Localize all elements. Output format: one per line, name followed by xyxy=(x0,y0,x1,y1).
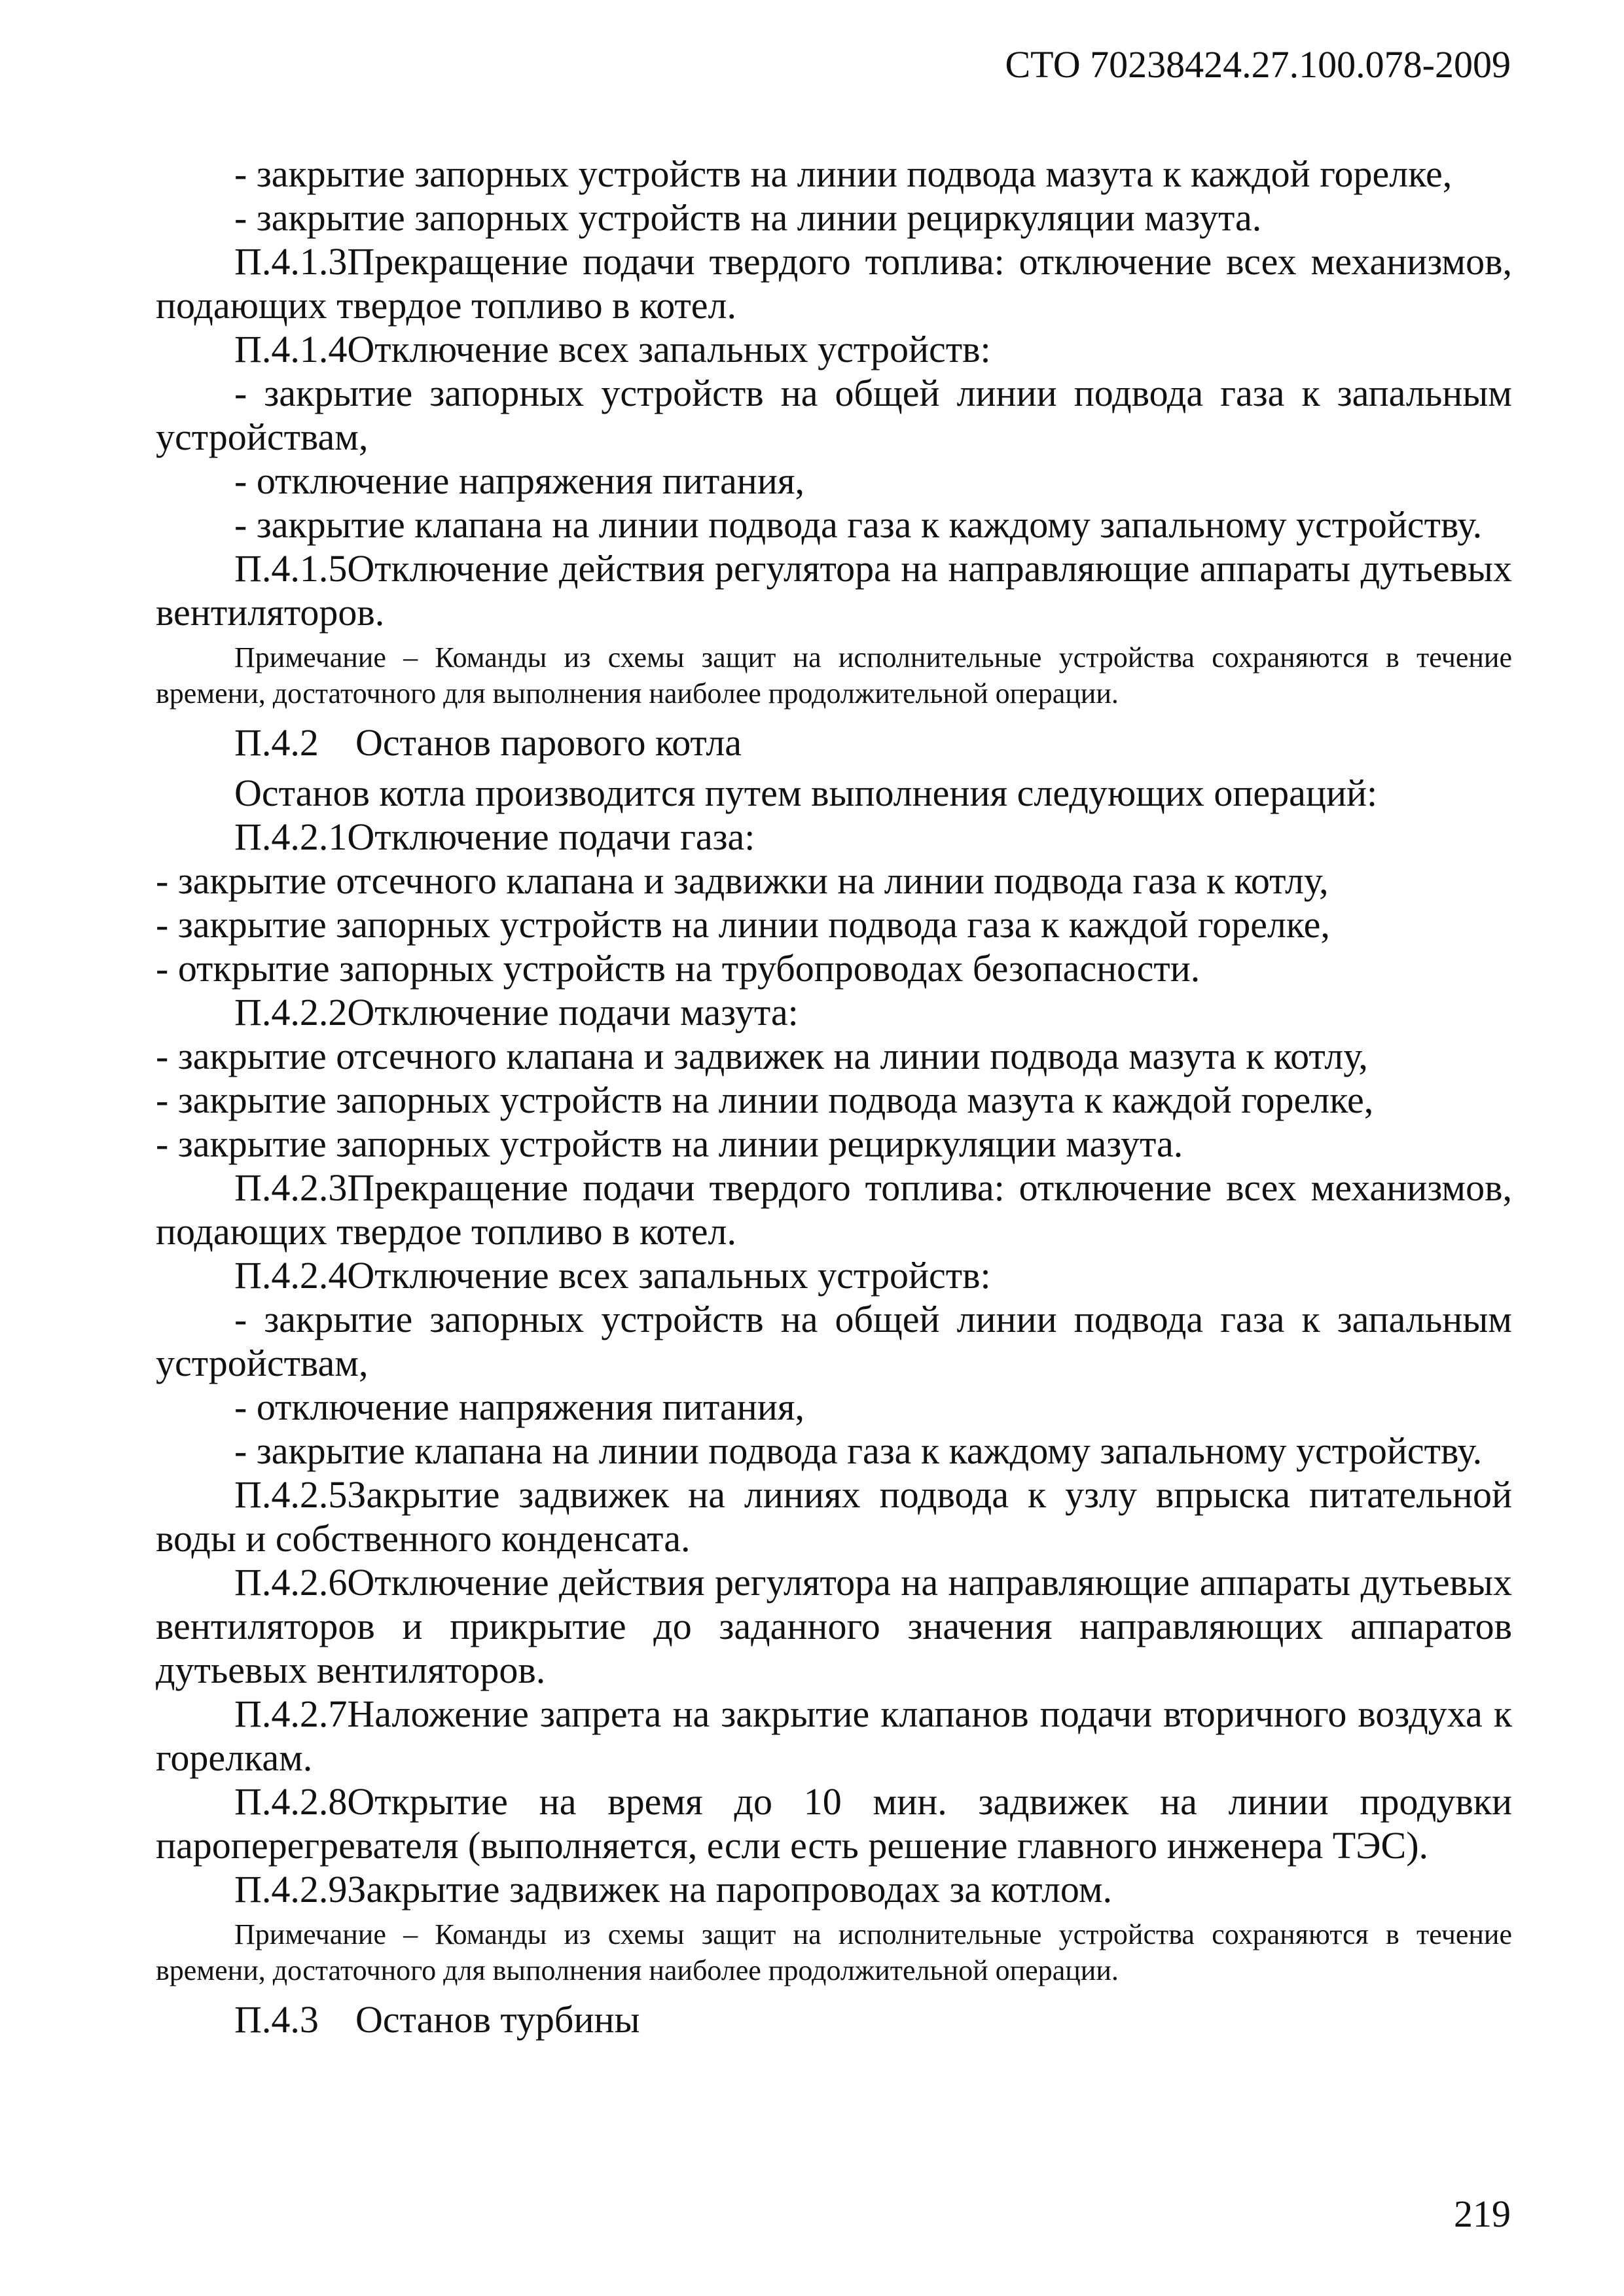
list-item: - закрытие клапана на линии подвода газа к каждому запальному устройству. xyxy=(234,1429,1483,1472)
paragraph: П.4.2.5Закрытие задвижек на линиях подвода к узлу впрыска питательной воды и собственного конденсата. xyxy=(156,1473,1512,1560)
list-item: - закрытие отсечного клапана и задвижек на линии подвода мазута к котлу, xyxy=(156,1035,1368,1077)
paragraph: П.4.2.9Закрытие задвижек на паропроводах за котлом. xyxy=(234,1868,1113,1910)
list-item: - закрытие запорных устройств на линии подвода газа к каждой горелке, xyxy=(156,903,1330,946)
paragraph: П.4.2.6Отключение действия регулятора на направляющие аппараты дутьевых вентиляторов и прикрытие до заданного значения направляющих аппаратов дутьевых вентиляторов. xyxy=(156,1561,1512,1691)
section-number: П.4.2 xyxy=(234,721,319,764)
list-item: - открытие запорных устройств на трубопроводах безопасности. xyxy=(156,947,1200,990)
note: Примечание – Команды из схемы защит на исполнительные устройства сохраняются в течение времени, достаточного для выполнения наиболее продолжительной операции. xyxy=(156,1918,1512,1986)
section-title: Останов турбины xyxy=(355,1998,640,2041)
paragraph: П.4.1.3Прекращение подачи твердого топлива: отключение всех механизмов, подающих твердое топливо в котел. xyxy=(156,240,1512,327)
section-number: П.4.3 xyxy=(234,1998,319,2041)
paragraph: П.4.2.4Отключение всех запальных устройств: xyxy=(234,1254,991,1297)
list-item: - закрытие запорных устройств на линии рециркуляции мазута. xyxy=(234,196,1262,239)
list-item: - закрытие отсечного клапана и задвижки на линии подвода газа к котлу, xyxy=(156,859,1329,902)
list-item: - отключение напряжения питания, xyxy=(234,459,805,502)
list-item: - закрытие запорных устройств на линии подвода мазута к каждой горелке, xyxy=(234,152,1453,195)
paragraph: П.4.1.4Отключение всех запальных устройств: xyxy=(234,328,991,370)
list-item: - закрытие запорных устройств на общей линии подвода газа к запальным устройствам, xyxy=(156,372,1512,458)
page-body xyxy=(156,152,1512,2041)
list-item: - отключение напряжения питания, xyxy=(234,1386,805,1428)
list-item: - закрытие клапана на линии подвода газа к каждому запальному устройству. xyxy=(234,503,1483,546)
document-id: СТО 70238424.27.100.078-2009 xyxy=(1005,43,1511,86)
paragraph: Останов котла производится путем выполнения следующих операций: xyxy=(234,772,1378,814)
paragraph: П.4.2.1Отключение подачи газа: xyxy=(234,816,755,858)
page-number: 219 xyxy=(1454,2193,1511,2235)
section-heading xyxy=(156,1998,1512,2041)
paragraph: П.4.2.8Открытие на время до 10 мин. задвижек на линии продувки пароперегревателя (выполняется, если есть решение главного инженера ТЭС). xyxy=(156,1780,1512,1867)
section-heading xyxy=(156,721,1512,764)
paragraph: П.4.2.3Прекращение подачи твердого топлива: отключение всех механизмов, подающих твердое топливо в котел. xyxy=(156,1166,1512,1253)
paragraph: П.4.2.2Отключение подачи мазута: xyxy=(234,991,799,1033)
paragraph: П.4.2.7Наложение запрета на закрытие клапанов подачи вторичного воздуха к горелкам. xyxy=(156,1693,1512,1779)
list-item: - закрытие запорных устройств на линии рециркуляции мазута. xyxy=(156,1122,1183,1165)
note: Примечание – Команды из схемы защит на исполнительные устройства сохраняются в течение времени, достаточного для выполнения наиболее продолжительной операции. xyxy=(156,641,1512,709)
list-item: - закрытие запорных устройств на линии подвода мазута к каждой горелке, xyxy=(156,1079,1374,1121)
section-title: Останов парового котла xyxy=(355,721,742,764)
list-item: - закрытие запорных устройств на общей линии подвода газа к запальным устройствам, xyxy=(156,1298,1512,1384)
paragraph: П.4.1.5Отключение действия регулятора на направляющие аппараты дутьевых вентиляторов. xyxy=(156,547,1512,634)
